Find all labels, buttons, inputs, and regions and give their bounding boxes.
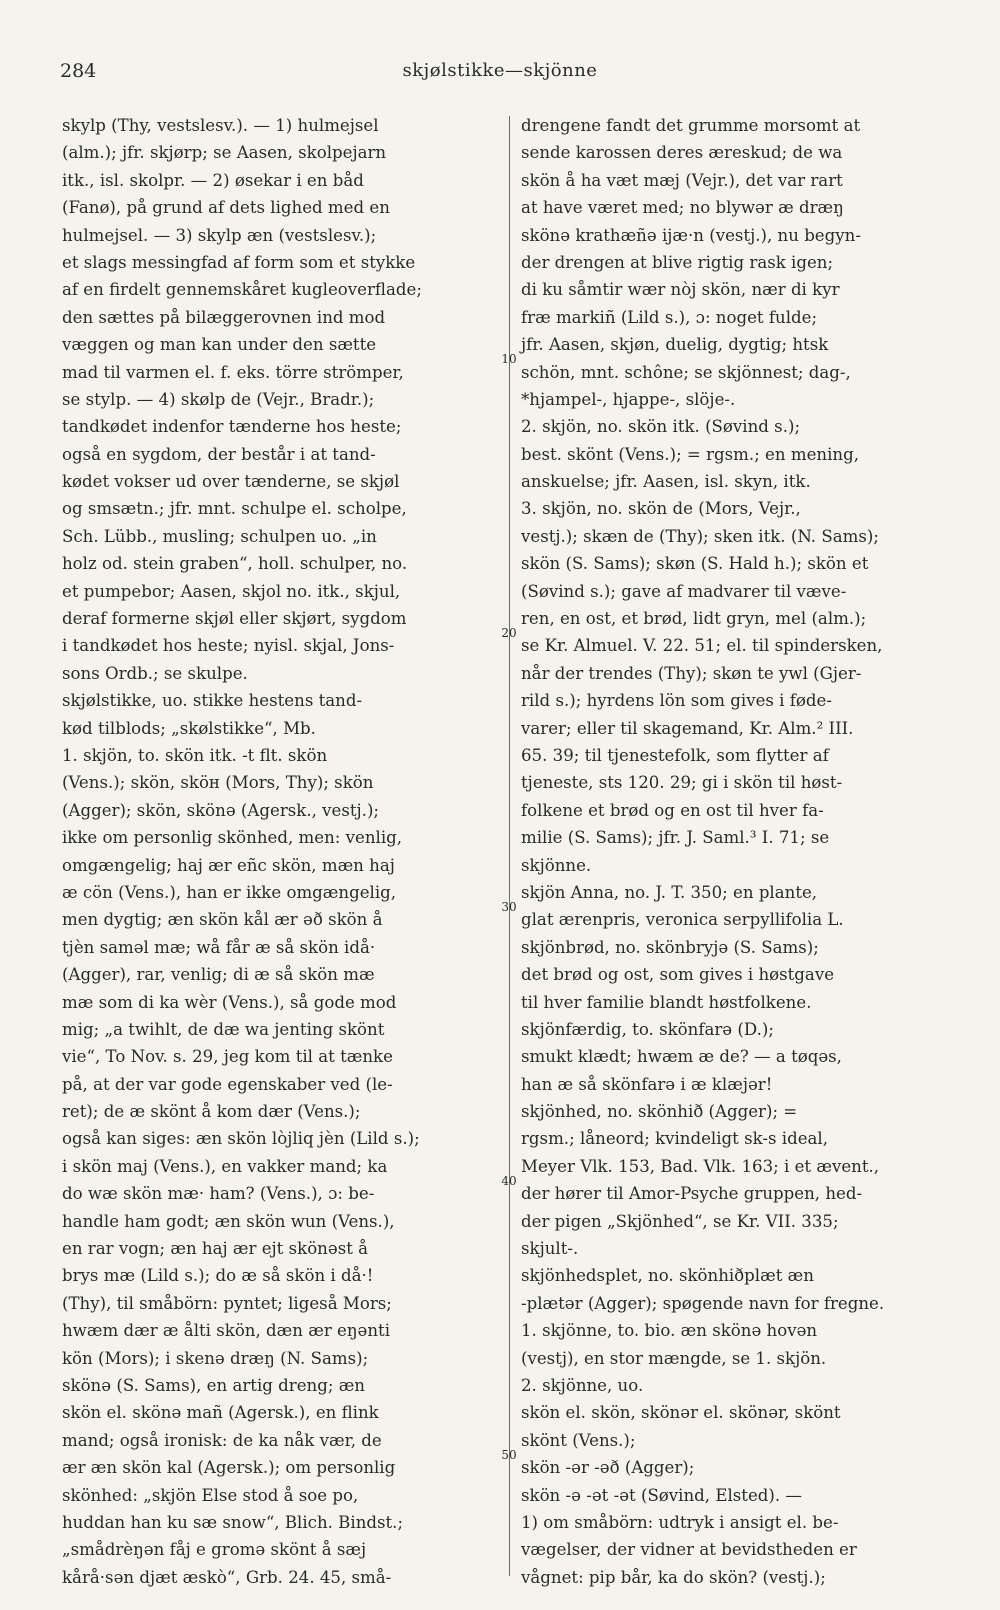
text-line: vie“, To Nov. s. 29, jeg kom til at tænke — [62, 1047, 393, 1067]
text-line: et slags messingfad af form som et stykke — [62, 252, 416, 272]
line-number: 40 — [501, 1174, 517, 1188]
text-line: skjönfærdig, to. skönfarə (D.); — [521, 1019, 774, 1039]
text-line: mand; også ironisk: de ka nåk vær, de — [62, 1430, 382, 1450]
left-column — [62, 112, 502, 1591]
right-column — [521, 112, 949, 1591]
running-head: skjølstikke—skjönne — [402, 60, 598, 81]
text-line: -plætər (Agger); spøgende navn for fregne. — [521, 1293, 885, 1313]
text-line: fræ markiñ (Lild s.), ɔ: noget fulde; — [521, 307, 818, 327]
text-line: skönə krathæñə ijæ·n (vestj.), nu begyn- — [521, 225, 861, 245]
text-line: 2. skjön, no. skön itk. (Søvind s.); — [521, 417, 801, 437]
text-line: holz od. stein graben“, holl. schulper, no. — [62, 554, 408, 574]
text-line: jfr. Aasen, skjøn, duelig, dygtig; htsk — [521, 335, 829, 355]
text-line: skjönbrød, no. skönbryjə (S. Sams); — [521, 937, 819, 957]
line-number: 20 — [501, 626, 517, 640]
line-number: 10 — [501, 352, 517, 366]
text-line: hwæm dær æ ålti skön, dæn ær eŋənti — [62, 1321, 391, 1341]
text-line: (Agger); skön, skönə (Agersk., vestj.); — [62, 800, 380, 820]
text-line: kön (Mors); i skenə dræŋ (N. Sams); — [62, 1348, 369, 1368]
text-line: drengene fandt det grumme morsomt at — [521, 116, 861, 135]
text-line: på, at der var gode egenskaber ved (le- — [62, 1074, 393, 1094]
text-line: 1) om småbörn: udtryk i ansigt el. be- — [521, 1512, 839, 1532]
text-line: skjult-. — [521, 1239, 579, 1259]
text-line: handle ham godt; æn skön wun (Vens.), — [62, 1211, 395, 1231]
text-line: også en sygdom, der består i at tand- — [62, 444, 376, 464]
text-line: omgængelig; haj ær eñc skön, mæn haj — [62, 855, 395, 875]
text-line: Sch. Lübb., musling; schulpen uo. „in — [62, 526, 377, 546]
text-line: kød tilblods; „skølstikke“, Mb. — [62, 718, 316, 738]
text-line: 2. skjönne, uo. — [521, 1375, 644, 1395]
text-line: (Vens.); skön, sköн (Mors, Thy); skön — [62, 773, 374, 793]
text-line: tjèn saməl mæ; wå får æ så skön idå· — [62, 937, 376, 957]
text-line: i tandkødet hos heste; nyisl. skjal, Jons- — [62, 636, 395, 656]
text-line: skön å ha væt mæj (Vejr.), det var rart — [521, 170, 843, 190]
text-line: skönt (Vens.); — [521, 1430, 636, 1450]
text-line: den sættes på bilæggerovnen ind mod — [62, 307, 386, 327]
text-line: tjeneste, sts 120. 29; gi i skön til høst- — [521, 773, 843, 793]
text-line: væggen og man kan under den sætte — [62, 335, 377, 355]
text-line: skön -ə -ət -ət (Søvind, Elsted). — — [521, 1485, 802, 1505]
text-line: skjølstikke, uo. stikke hestens tand- — [62, 691, 363, 711]
text-line: varer; eller til skagemand, Kr. Alm.² III. — [521, 718, 854, 738]
text-line: skylp (Thy, vestslesv.). — 1) hulmejsel — [62, 116, 379, 135]
text-line: at have været med; no blywər æ dræŋ — [521, 198, 844, 218]
text-line: glat ærenpris, veronica serpyllifolia L. — [521, 910, 844, 930]
text-line: af en firdelt gennemskåret kugleoverflade; — [62, 280, 422, 300]
text-line: rild s.); hyrdens lön som gives i føde- — [521, 691, 832, 711]
text-line: huddan han ku sæ snow“, Blich. Bindst.; — [62, 1512, 404, 1532]
text-line: mæ som di ka wèr (Vens.), så gode mod — [62, 992, 397, 1012]
text-line: skönhed: „skjön Else stod å soe po, — [62, 1485, 359, 1505]
text-line: ær æn skön kal (Agersk.); om personlig — [62, 1458, 396, 1478]
text-line: ikke om personlig skönhed, men: venlig, — [62, 828, 403, 848]
column-divider — [509, 116, 510, 1576]
text-line: en rar vogn; æn haj ær ejt skönəst å — [62, 1239, 369, 1259]
text-line: der drengen at blive rigtig rask igen; — [521, 252, 834, 272]
text-line: skönə (S. Sams), en artig dreng; æn — [62, 1375, 365, 1395]
text-line: men dygtig; æn skön kål ær əð skön å — [62, 910, 383, 930]
text-line: (Agger), rar, venlig; di æ så skön mæ — [62, 965, 375, 985]
text-line: best. skönt (Vens.); = rgsm.; en mening, — [521, 444, 859, 464]
text-line: folkene et brød og en ost til hver fa- — [521, 800, 824, 820]
text-line: kårå·sən djæt æskò“, Grb. 24. 45, små- — [62, 1567, 392, 1587]
text-line: skjönne. — [521, 855, 592, 875]
text-line: skjönhedsplet, no. skönhiðplæt æn — [521, 1266, 814, 1286]
text-line: (vestj), en stor mængde, se 1. skjön. — [521, 1348, 827, 1368]
text-line: se stylp. — 4) skølp de (Vejr., Bradr.); — [62, 389, 375, 409]
text-line: di ku såmtir wær nòj skön, nær di kyr — [521, 280, 840, 300]
text-line: (Fanø), på grund af dets lighed med en — [62, 198, 390, 218]
text-line: han æ så skönfarə i æ klæjər! — [521, 1074, 773, 1094]
text-line: et pumpebor; Aasen, skjol no. itk., skjul, — [62, 581, 401, 601]
text-line: når der trendes (Thy); skøn te ywl (Gjer- — [521, 663, 862, 683]
text-line: tandkødet indenfor tænderne hos heste; — [62, 417, 402, 437]
text-line: deraf formerne skjøl eller skjørt, sygdom — [62, 609, 407, 629]
text-line: smukt klædt; hwæm æ de? — a tøqəs, — [521, 1047, 842, 1067]
text-line: skjön Anna, no. J. T. 350; en plante, — [521, 882, 818, 902]
text-line: (Thy), til småbörn: pyntet; ligeså Mors; — [62, 1293, 392, 1313]
text-line: *hjampel-, hjappe-, slöje-. — [521, 389, 736, 409]
text-line: æ cön (Vens.), han er ikke omgængelig, — [62, 882, 397, 902]
text-line: vågnet: pip bår, ka do skön? (vestj.); — [521, 1567, 826, 1587]
text-line: anskuelse; jfr. Aasen, isl. skyn, itk. — [521, 472, 811, 492]
text-line: skjönhed, no. skönhið (Agger); = — [521, 1102, 798, 1122]
text-line: vestj.); skæn de (Thy); sken itk. (N. Sams); — [521, 526, 879, 546]
text-line: 3. skjön, no. skön de (Mors, Vejr., — [521, 499, 801, 519]
text-line: også kan siges: æn skön lòjliq jèn (Lild s.); — [62, 1129, 420, 1149]
text-line: itk., isl. skolpr. — 2) øsekar i en båd — [62, 170, 364, 190]
page-header — [0, 60, 1000, 90]
text-line: (Søvind s.); gave af madvarer til væve- — [521, 581, 847, 601]
text-line: til hver familie blandt høstfolkene. — [521, 992, 812, 1012]
text-line: schön, mnt. schône; se skjönnest; dag-, — [521, 362, 851, 382]
text-line: Meyer Vlk. 153, Bad. Vlk. 163; i et ævent., — [521, 1156, 880, 1176]
text-line: mig; „a twihlt, de dæ wa jenting skönt — [62, 1019, 385, 1039]
text-line: der pigen „Skjönhed“, se Kr. VII. 335; — [521, 1211, 839, 1231]
text-line: 65. 39; til tjenestefolk, som flytter af — [521, 745, 829, 765]
text-line: sende karossen deres æreskud; de wa — [521, 143, 843, 163]
text-line: skön el. skön, skönər el. skönər, skönt — [521, 1403, 841, 1423]
text-line: brys mæ (Lild s.); do æ så skön i då·! — [62, 1266, 374, 1286]
page-number: 284 — [60, 60, 97, 82]
text-line: (alm.); jfr. skjørp; se Aasen, skolpejarn — [62, 143, 387, 163]
text-line: skön -ər -əð (Agger); — [521, 1458, 695, 1478]
text-line: i skön maj (Vens.), en vakker mand; ka — [62, 1156, 388, 1176]
text-line: rgsm.; låneord; kvindeligt sk-s ideal, — [521, 1129, 829, 1149]
text-line: 1. skjön, to. skön itk. -t flt. skön — [62, 745, 328, 765]
text-line: 1. skjönne, to. bio. æn skönə hovən — [521, 1321, 818, 1341]
text-line: mad til varmen el. f. eks. törre strömper, — [62, 362, 404, 382]
text-line: „smådrèŋən fåj e gromə skönt å sæj — [62, 1540, 367, 1560]
text-line: sons Ordb.; se skulpe. — [62, 663, 248, 683]
text-line: se Kr. Almuel. V. 22. 51; el. til spindersken, — [521, 636, 883, 656]
text-line: hulmejsel. — 3) skylp æn (vestslesv.); — [62, 225, 377, 245]
text-line: skön el. skönə mañ (Agersk.), en flink — [62, 1403, 379, 1423]
text-line: vægelser, der vidner at bevidstheden er — [521, 1540, 857, 1560]
text-line: og smsætn.; jfr. mnt. schulpe el. scholpe, — [62, 499, 407, 519]
text-line: ren, en ost, et brød, lidt gryn, mel (alm.); — [521, 609, 867, 629]
line-number: 30 — [501, 900, 517, 914]
text-line: der hører til Amor-Psyche gruppen, hed- — [521, 1184, 863, 1204]
text-line: skön (S. Sams); skøn (S. Hald h.); skön et — [521, 554, 869, 574]
text-line: milie (S. Sams); jfr. J. Saml.³ I. 71; se — [521, 828, 830, 848]
line-number: 50 — [501, 1448, 517, 1462]
text-line: ret); de æ skönt å kom dær (Vens.); — [62, 1102, 361, 1122]
text-line: kødet vokser ud over tænderne, se skjøl — [62, 472, 400, 492]
text-line: do wæ skön mæ· ham? (Vens.), ɔ: be- — [62, 1184, 375, 1204]
text-line: det brød og ost, som gives i høstgave — [521, 965, 835, 985]
